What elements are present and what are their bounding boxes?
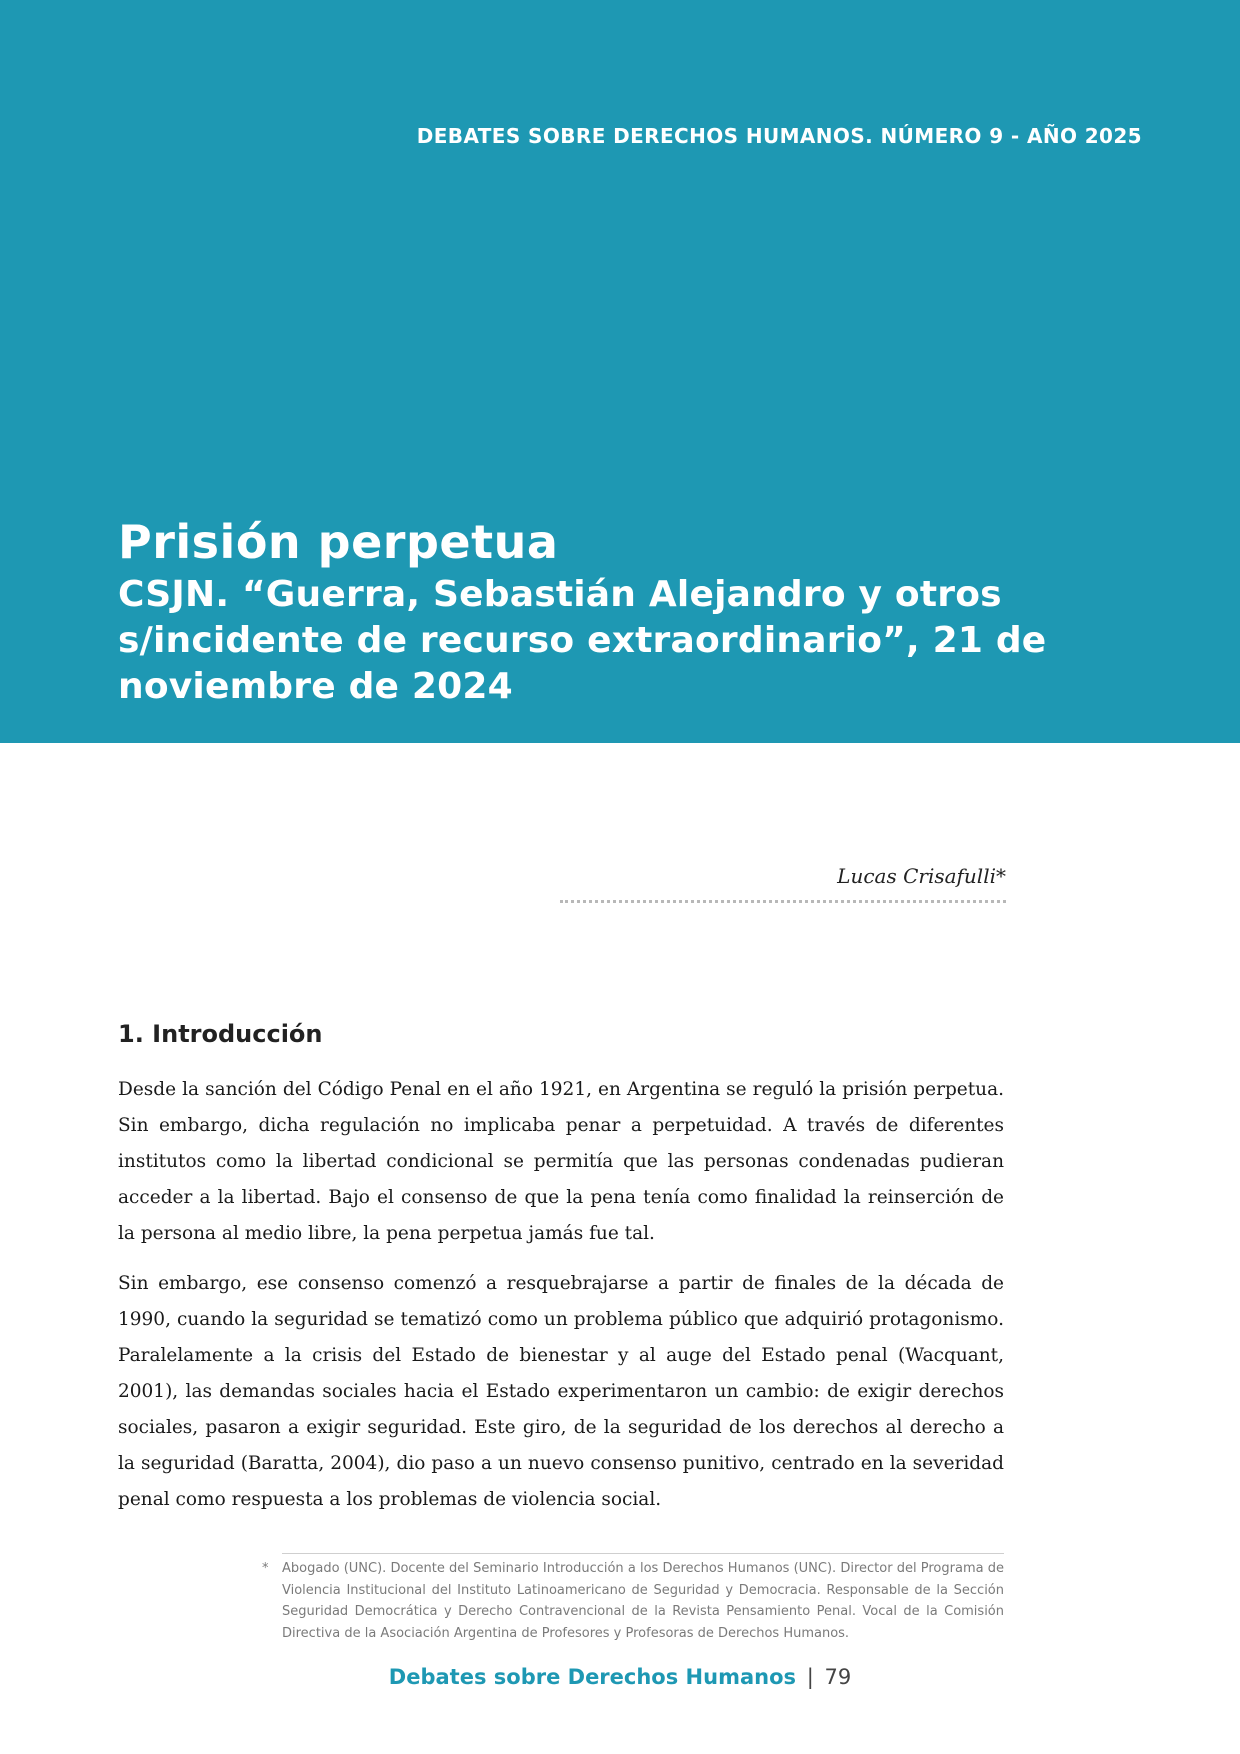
title-banner [0, 0, 1240, 743]
author-dotted-divider [560, 900, 1006, 903]
footer-separator: | [806, 1665, 814, 1689]
author-name: Lucas Crisafulli* [837, 864, 1006, 888]
footer-journal-name: Debates sobre Derechos Humanos [388, 1665, 796, 1689]
page-footer [0, 1665, 1240, 1689]
paragraph: Sin embargo, ese consenso comenzó a resquebrajarse a partir de finales de la década de 1990, cuando la seguridad se tematizó como un problema público que adquirió protagonismo. Paralelamente a la crisis del Estado de bienestar y al auge del Estado penal (Wacquant, 2001), las demandas sociales hacia el Estado experimentaron un cambio: de exigir derechos sociales, pasaron a exigir seguridad. Este giro, de la seguridad de los derechos al derecho a la seguridad (Baratta, 2004), dio paso a un nuevo consenso punitivo, centrado en la severidad penal como respuesta a los problemas de violencia social. [118, 1273, 1004, 1510]
journal-header: DEBATES SOBRE DERECHOS HUMANOS. NÚMERO 9 - AÑO 2025 [416, 124, 1142, 148]
article-subtitle: CSJN. “Guerra, Sebastián Alejandro y otros s/incidente de recurso extraordinario”, 21 de noviembre de 2024 [118, 574, 1047, 707]
body-text [118, 1072, 1004, 1532]
page-number: 79 [824, 1665, 852, 1689]
title-block [118, 512, 1118, 710]
article-title: Prisión perpetua [118, 515, 559, 569]
paragraph: Desde la sanción del Código Penal en el año 1921, en Argentina se reguló la prisión perpetua. Sin embargo, dicha regulación no implicaba penar a perpetuidad. A través de diferentes institutos como la libertad condicional se permitía que las personas condenadas pudieran acceder a la libertad. Bajo el consenso de que la pena tenía como finalidad la reinserción de la persona al medio libre, la pena perpetua jamás fue tal. [118, 1079, 1004, 1244]
footnote-mark: * [262, 1561, 269, 1576]
footnote-text: Abogado (UNC). Docente del Seminario Introducción a los Derechos Humanos (UNC). Director del Programa de Violencia Institucional del Instituto Latinoamericano de Seguridad y Democracia. Responsable de la Sección Seguridad Democrática y Derecho Contravencional de la Revista Pensamiento Penal. Vocal de la Comisión Directiva de la Asociación Argentina de Profesores y Profesoras de Derechos Humanos. [282, 1561, 1004, 1641]
footnote [262, 1558, 1004, 1644]
footnote-divider [282, 1553, 1004, 1554]
section-heading: 1. Introducción [118, 1020, 323, 1048]
